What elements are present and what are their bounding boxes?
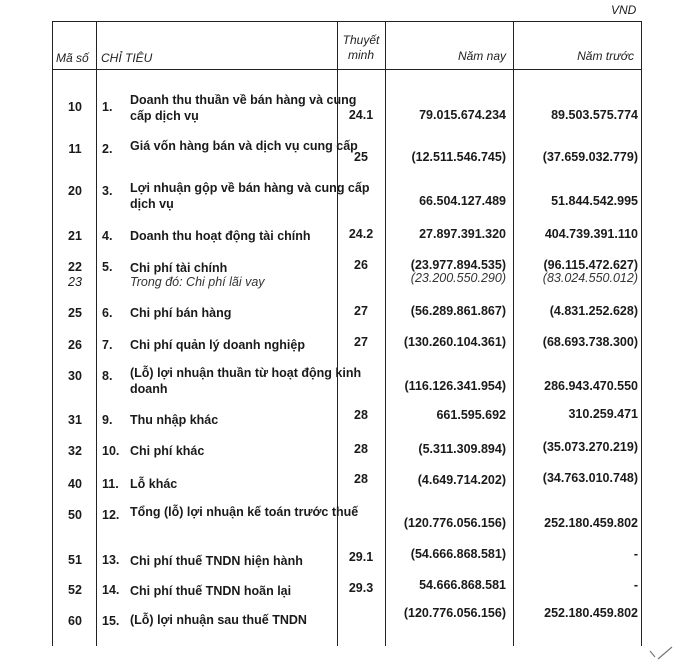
row-number: 9. — [102, 413, 113, 427]
row-description: Tổng (lỗ) lợi nhuận kế toán trước thuế — [130, 505, 359, 519]
row-current-year: (23.200.550.290) — [410, 271, 506, 285]
row-prior-year: 286.943.470.550 — [544, 379, 638, 393]
header-prior: Năm trước — [577, 49, 634, 63]
row-code: 52 — [68, 583, 82, 597]
row-note: 24.1 — [348, 108, 374, 122]
row-description: Chi phí khác — [130, 444, 205, 458]
row-number: 8. — [102, 369, 113, 383]
code-column-divider — [96, 21, 97, 646]
row-number: 7. — [102, 338, 113, 352]
row-current-year: (23.977.894.535) — [410, 258, 506, 272]
row-code: 51 — [68, 553, 82, 567]
row-current-year: (116.126.341.954) — [404, 379, 506, 393]
header-bottom-border — [52, 69, 642, 70]
row-current-year: (56.289.861.867) — [410, 304, 506, 318]
row-number: 6. — [102, 306, 113, 320]
row-note: 26 — [354, 258, 368, 272]
row-current-year: (130.260.104.361) — [403, 335, 506, 349]
row-prior-year: (83.024.550.012) — [542, 271, 638, 285]
row-description: Trong đó: Chi phí lãi vay — [130, 275, 265, 289]
row-code: 23 — [68, 275, 82, 289]
row-note: 25 — [354, 150, 368, 164]
row-code: 26 — [68, 338, 82, 352]
table-top-border — [52, 21, 642, 22]
row-description: (Lỗ) lợi nhuận thuần từ hoạt động kinh doanh — [130, 366, 362, 396]
row-number: 14. — [102, 583, 120, 597]
row-note: 29.3 — [348, 581, 374, 595]
row-code: 30 — [68, 369, 82, 383]
header-current: Năm nay — [457, 49, 506, 63]
row-description: Chi phí quản lý doanh nghiệp — [130, 338, 305, 352]
row-code: 20 — [68, 184, 82, 198]
row-prior-year: (68.693.738.300) — [542, 335, 638, 349]
row-prior-year: - — [633, 547, 638, 561]
row-description: Thu nhập khác — [130, 413, 219, 427]
row-code: 22 — [68, 260, 82, 274]
row-description: Chi phí thuế TNDN hiện hành — [130, 554, 303, 568]
row-prior-year: (34.763.010.748) — [542, 471, 638, 485]
row-current-year: (5.311.309.894) — [418, 442, 506, 456]
row-note: 27 — [354, 335, 368, 349]
row-current-year: 54.666.868.581 — [419, 578, 506, 592]
row-description: Lỗ khác — [130, 477, 178, 491]
row-note: 24.2 — [348, 227, 374, 241]
table-right-border — [641, 21, 642, 646]
row-number: 11. — [102, 477, 119, 491]
row-code: 31 — [68, 413, 82, 427]
row-number: 13. — [102, 553, 120, 567]
row-description: Chi phí tài chính — [130, 261, 228, 275]
row-number: 15. — [102, 614, 120, 628]
row-current-year: 66.504.127.489 — [419, 194, 506, 208]
row-code: 25 — [68, 306, 82, 320]
row-prior-year: (4.831.252.628) — [549, 304, 638, 318]
row-number: 4. — [102, 229, 113, 243]
row-prior-year: - — [633, 578, 638, 592]
row-code: 60 — [68, 614, 82, 628]
row-number: 12. — [102, 508, 120, 522]
row-prior-year: 404.739.391.110 — [544, 227, 638, 241]
currency-label: VND — [611, 3, 637, 17]
row-description: Chi phí bán hàng — [130, 306, 232, 320]
row-note: 29.1 — [348, 550, 374, 564]
row-code: 32 — [68, 444, 82, 458]
row-current-year: (12.511.546.745) — [411, 150, 506, 164]
row-description: Lợi nhuận gộp về bán hàng và cung cấp dịch vụ — [130, 181, 370, 211]
row-number: 2. — [102, 142, 113, 156]
row-prior-year: 252.180.459.802 — [544, 606, 638, 620]
row-current-year: 27.897.391.320 — [419, 227, 506, 241]
row-number: 5. — [102, 260, 113, 274]
row-prior-year: (35.073.270.219) — [542, 440, 638, 454]
row-current-year: 661.595.692 — [436, 408, 506, 422]
row-prior-year: 310.259.471 — [568, 407, 638, 421]
row-number: 3. — [102, 184, 113, 198]
row-code: 11 — [68, 142, 82, 156]
row-note: 28 — [354, 408, 368, 422]
row-current-year: (54.666.868.581) — [410, 547, 506, 561]
row-note: 28 — [354, 442, 368, 456]
row-code: 10 — [68, 100, 82, 114]
row-current-year: 79.015.674.234 — [419, 108, 506, 122]
row-prior-year: (37.659.032.779) — [542, 150, 638, 164]
row-prior-year: 51.844.542.995 — [551, 194, 638, 208]
row-code: 50 — [68, 508, 82, 522]
row-prior-year: (96.115.472.627) — [543, 258, 638, 272]
row-current-year: (120.776.056.156) — [403, 606, 506, 620]
row-prior-year: 252.180.459.802 — [544, 516, 638, 530]
row-current-year: (4.649.714.202) — [417, 473, 506, 487]
row-note: 27 — [354, 304, 368, 318]
row-description: Doanh thu hoạt động tài chính — [130, 229, 311, 243]
row-description: Giá vốn hàng bán và dịch vụ cung cấp — [130, 139, 358, 153]
row-current-year: (120.776.056.156) — [403, 516, 506, 530]
row-code: 40 — [68, 477, 82, 491]
row-number: 1. — [102, 100, 113, 114]
header-note: Thuyết minh — [342, 33, 380, 62]
row-prior-year: 89.503.575.774 — [551, 108, 638, 122]
row-description: Doanh thu thuần về bán hàng và cung cấp dịch vụ — [130, 93, 357, 123]
table-left-border — [52, 21, 53, 646]
pen-checkmark-icon — [648, 645, 676, 666]
row-description: (Lỗ) lợi nhuận sau thuế TNDN — [130, 613, 307, 627]
row-description: Chi phí thuế TNDN hoãn lại — [130, 584, 292, 598]
header-code: Mã số — [56, 51, 89, 65]
header-item: CHỈ TIÊU — [101, 51, 153, 65]
row-number: 10. — [102, 444, 120, 458]
row-code: 21 — [68, 229, 82, 243]
row-note: 28 — [354, 472, 368, 486]
